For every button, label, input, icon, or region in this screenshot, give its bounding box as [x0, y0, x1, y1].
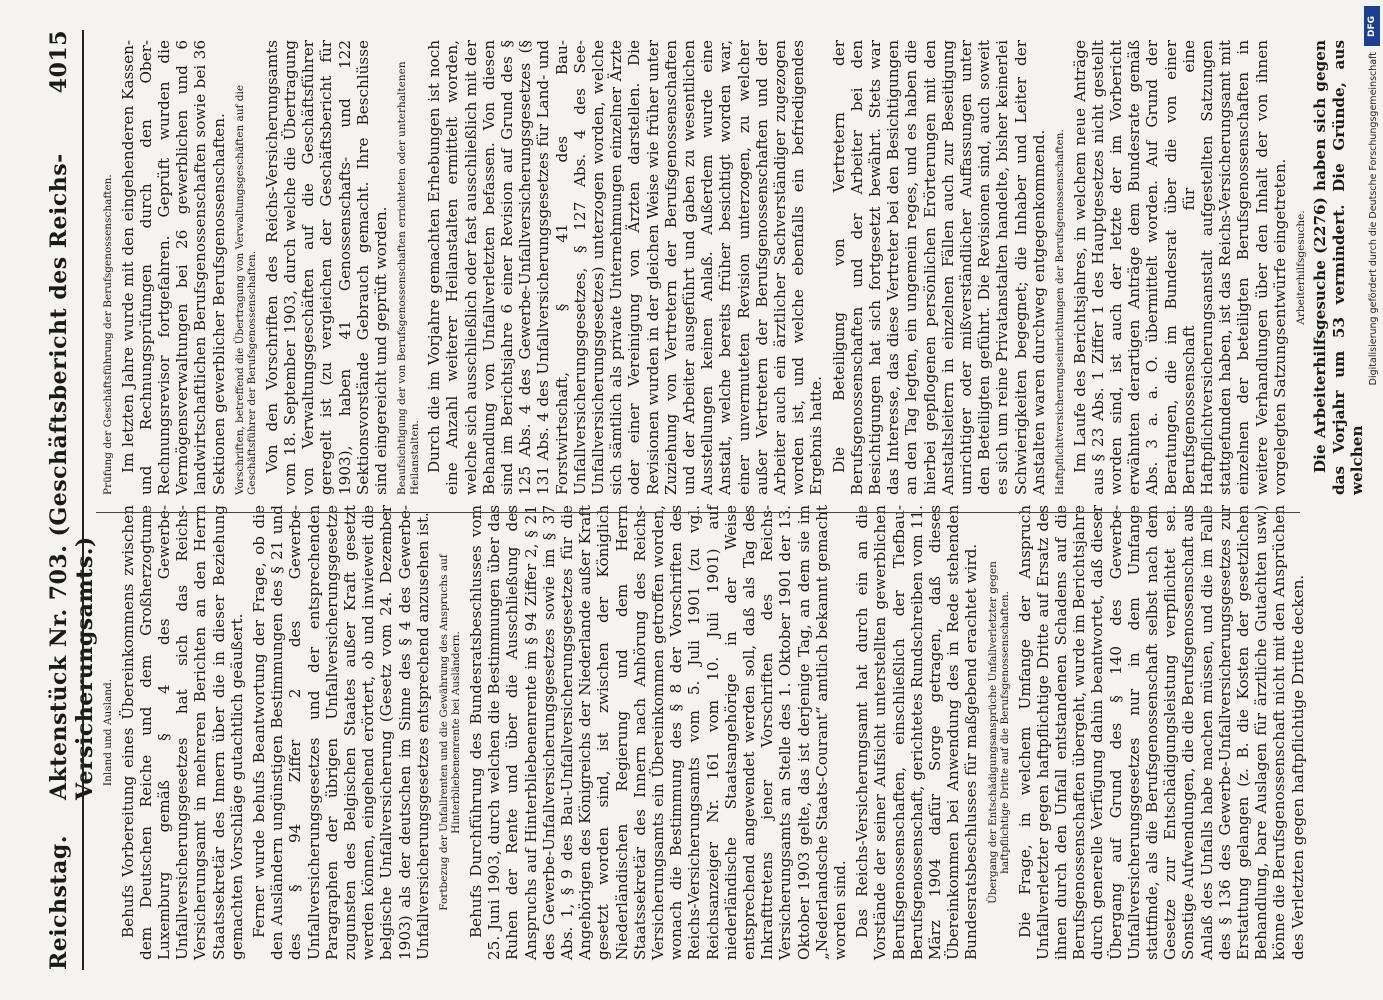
header-title: Aktenstück Nr. 703. (Geschäftsbericht des Reichs-Versicherungsamts.): [46, 153, 98, 800]
dfg-sidebar: [1361, 0, 1383, 1000]
side-heading: Arbeiterhilfsgesuche.: [1294, 210, 1307, 325]
dfg-logo: DFG: [1364, 6, 1380, 46]
side-heading: Vorschriften, betreffend die Übertragung von Verwaltungsgeschäften auf die Geschäftsführer der Berufsgenossenschaften.: [233, 84, 259, 495]
header-left: Reichstag.: [46, 835, 72, 970]
paragraph: Behufs Durchführung des Bundesratsbeschlusses vom 25. Juni 1903, durch welchen die Bestimmungen über das Ruhen der Rente und über die Ausschließung des Anspruchs auf Hinterbliebenenrente im § 94 Ziffer 2, § 21 des Gewerbe-Unfallversicherungsgesetzes sowie im § 37 Abs. 1, § 9 des Bau-Unfallversicherungsgesetzes für die Angehörigen des Königreichs der Niederlande außer Kraft gesetzt worden sind, ist zwischen der Königlich Niederländischen Regierung und dem Herrn Staatssekretär des Innern nach Anhörung des Reichs-Versicherungsamts ein Übereinkommen getroffen worden, wonach die Bestimmung des § 8 der Vorschriften des Reichs-Versicherungsamts vom 5. Juli 1901 (zu vgl. Reichsanzeiger Nr. 161 vom 10. Juli 1901) auf niederländische Staatsangehörige in der Weise entsprechend angewendet werden soll, daß als Tag des Inkrafttretens jener Vorschriften des Reichs-Versicherungsamts an Stelle des 1. Oktober 1901 der 13. Oktober 1903 gelte, das ist derjenige Tag, an dem sie im „Nederlandsche Staats-Courant“ amtlich bekannt gemacht worden sind.: [466, 505, 850, 960]
page-header: [30, 30, 98, 970]
right-column: [96, 40, 1366, 495]
side-heading: Prüfung der Geschäftsführung der Berufsgenossenschaften.: [102, 174, 114, 495]
side-heading: Beaufsichtigung der von Berufsgenossenschaften errichteten oder unterhaltenen Heilanstalten.: [396, 61, 421, 495]
paragraph: Ferner wurde behufs Beantwortung der Frage, ob die den Ausländern ungünstigen Bestimmungen des § 21 und des § 94 Ziffer 2 des Gewerbe-Unfallversicherungsgesetzes und der entsprechenden Paragraphen der übrigen Unfallversicherungsgesetze zugunsten des Belgischen Staates außer Kraft gesetzt werden können, eingehend erörtert, ob und inwieweit die belgische Unfallversicherung (Gesetz vom 24. Dezember 1903) als der deutschen im Sinne des § 4 des Gewerbe-Unfallversicherungsgesetzes entsprechend anzusehen ist.: [249, 505, 432, 960]
paragraph: Die Beteiligung von Vertretern der Berufsgenossenschaften und der Arbeiter bei den Besichtigungen hat sich fortgesetzt bewährt. Stets war das Interesse, das diese Vertreter bei den Besichtigungen an den Tag legten, ein ungemein reges, und es haben die hierbei gepflogenen persönlichen Erörterungen mit den Anstaltsleitern in einzelnen Fällen auch zur Beseitigung unrichtiger oder mißverständlicher Auffassungen unter den Beteiligten geführt. Die Revisionen sind, auch soweit es sich um reine Privatanstalten handelte, bisher keinerlei Schwierigkeiten begegnet; die Inhaber und Leiter der Anstalten waren durchweg entgegenkommend.: [829, 40, 1048, 495]
funding-note: Digitalisierung gefördert durch die Deutsche Forschungsgemeinschaft: [1368, 52, 1379, 386]
paragraph: Im letzten Jahre wurde mit den eingehenderen Kassen- und Rechnungsprüfungen durch den Ober-Rechnungsrevisor fortgefahren. Geprüft wurden die Vermögensverwaltungen bei 26 gewerblichen und 6 landwirtschaftlichen Berufsgenossenschaften sowie bei 36 Sektionen gewerblicher Berufsgenossenschaften.: [118, 40, 228, 495]
side-heading: Fortbezug der Unfallrenten und die Gewährung des Anspruchs auf Hinterbliebenenrente bei Ausländern.: [437, 554, 463, 911]
paragraph: Behufs Vorbereitung eines Übereinkommens zwischen dem Deutschen Reiche und dem Großherzogtume Luxemburg gemäß § 4 des Gewerbe-Unfallversicherungsgesetzes hat sich das Reichs-Versicherungsamt in mehreren Berichten an den Herrn Staatssekretär des Innern über die in dieser Beziehung gemachten Vorschläge gutachtlich geäußert.: [118, 505, 246, 960]
side-heading: Übergang der Entschädigungsansprüche Unfallverletzter gegen haftpflichtige Dritte auf die Berufsgenossenschaften.: [986, 561, 1012, 904]
header-rule: [82, 30, 84, 970]
page-number: 4015: [46, 30, 72, 94]
paragraph: Das Reichs-Versicherungsamt hat durch ein an die Vorstände der seiner Aufsicht unterstellten gewerblichen Berufsgenossenschaften, einschließlich der Tiefbau-Berufsgenossenschaft, gerichtetes Rundschreiben vom 11. März 1904 dafür Sorge getragen, daß dieses Übereinkommen bei Anwendung des in Rede stehenden Bundesratsbeschlusses für maßgebend erachtet wird.: [853, 505, 981, 960]
paragraph: Im Laufe des Berichtsjahres, in welchem neue Anträge aus § 23 Abs. 1 Ziffer 1 des Hauptgesetzes nicht gestellt worden sind, ist auch der letzte der im Vorbericht erwähnten derartigen Anträge dem Bundesrate gemäß Abs. 3 a. a. O. übermittelt worden. Auf Grund der Beratungen, die im Bundesrat über die von einer Berufsgenossenschaft für eine Haftpflichtversicherungsanstalt aufgestellten Satzungen stattgefunden haben, ist das Reichs-Versicherungsamt mit einzelnen der beteiligten Berufsgenossenschaften in weitere Verhandlungen über den Inhalt der von ihnen vorgelegten Satzungsentwürfe eingetreten.: [1070, 40, 1289, 495]
left-column: [96, 505, 1307, 960]
paragraph: Von den Vorschriften des Reichs-Versicherungsamts vom 18. September 1903, durch welche die Übertragung von Verwaltungsgeschäften auf die Geschäftsführer geregelt ist (zu vergleichen der Geschäftsbericht für 1903), haben 41 Genossenschafts- und 122 Sektionsvorstände Gebrauch gemacht. Ihre Beschlüsse sind eingereicht und geprüft worden.: [262, 40, 390, 495]
paragraph: Die Arbeiterhilfsgesuche (2276) haben sich gegen das Vorjahr um 53 vermindert. Die Gründe, aus welchen: [1311, 40, 1366, 495]
side-heading: Inland und Ausland.: [102, 678, 114, 787]
paragraph: Die Frage, in welchem Umfange der Anspruch Unfallverletzter gegen haftpflichtige Dritte auf Ersatz des ihnen durch den Unfall entstandenen Schadens auf die Berufsgenossenschaften übergeht, wurde im Berichtsjahre durch generelle Verfügung dahin beantwortet, daß dieser Übergang auf Grund des § 140 des Gewerbe-Unfallversicherungsgesetzes nur in dem Umfange stattfinde, als die Berufsgenossenschaft selbst nach dem Gesetze zur Entschädigungsleistung verpflichtet sei. Sonstige Aufwendungen, die die Berufsgenossenschaft aus Anlaß des Unfalls habe machen müssen, und die im Falle des § 136 des Gewerbe-Unfallversicherungsgesetzes zur Erstattung gelangen (z. B. die Kosten der gesetzlichen Behandlung, bare Auslagen für ärztliche Gutachten usw.) könne die Berufsgenossenschaft nicht mit den Ansprüchen des Verletzten gegen haftpflichtige Dritte decken.: [1015, 505, 1307, 960]
side-heading: Haftpflichtversicherungseinrichtungen der Berufsgenossenschaften.: [1054, 129, 1067, 495]
column-separator: [96, 512, 1300, 513]
paragraph: Durch die im Vorjahre gemachten Erhebungen ist noch eine Anzahl weiterer Heilanstalten ermittelt worden, welche sich ausschließlich oder fast ausschließlich mit der Behandlung von Unfallverletzten befassen. Von diesen sind im Berichtsjahre 6 einer Revision auf Grund des § 125 Abs. 4 des Gewerbe-Unfallversicherungsgesetzes (§ 131 Abs. 4 des Unfallversicherungsgesetzes für Land- und Forstwirtschaft, § 41 des Bau-Unfallversicherungsgesetzes, § 127 Abs. 4 des See-Unfallversicherungsgesetzes) unterzogen worden, welche sich sämtlich als private Unternehmungen einzelner Ärzte oder einer Vereinigung von Ärzten darstellen. Die Revisionen wurden in der gleichen Weise wie früher unter Zuziehung von Vertretern der Berufsgenossenschaften und der Arbeiter ausgeführt und gaben zu wesentlichen Ausstellungen keinen Anlaß. Außerdem wurde eine Anstalt, welche bereits früher besichtigt worden war, einer unvermuteten Revision unterzogen, zu welcher außer Vertretern der Berufsgenossenschaften und der Arbeiter auch ein ärztlicher Sachverständiger zugezogen worden ist, und welche ebenfalls ein befriedigendes Ergebnis hatte.: [425, 40, 826, 495]
